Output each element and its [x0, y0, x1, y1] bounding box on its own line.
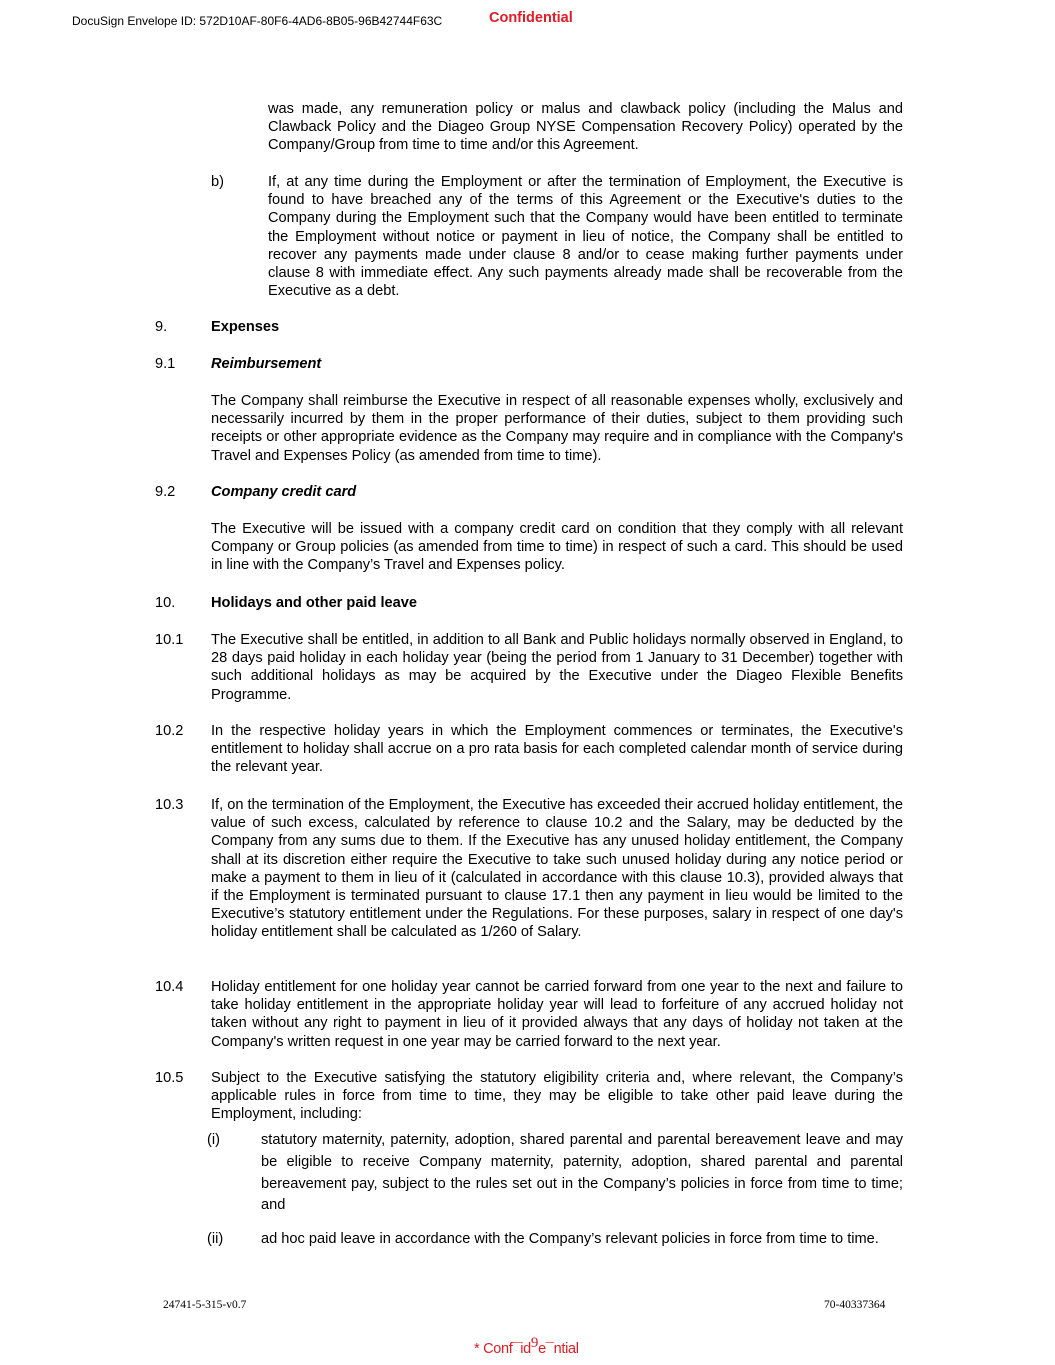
section-9-title: Expenses — [211, 319, 280, 335]
section-10-3-text: If, on the termination of the Employment, the Executive has exceeded their accrued holiday entitlement, the value of such excess, calculated by reference to clause 10.2 and the Salary, may be deducted by the Company from any sums due to them. If the Executive has any unused holiday entitlement, the Company shall at its discretion either require the Executive to take such unused holiday during any notice period or make a payment to them in lieu of it (calculated in accordance with this clause 10.3), provided always that if the Employment is terminated pursuant to clause 17.1 then any payment in lieu would be limited to the Executive’s statutory entitlement under the Regulations. For these purposes, salary in respect of one day's holiday entitlement shall be calculated as 1/260 of Salary. — [211, 797, 903, 941]
list-item-text: ad hoc paid leave in accordance with the Company’s relevant policies in force from time to time. — [261, 1231, 879, 1247]
section-10-2-text: In the respective holiday years in which the Employment commences or terminates, the Executive's entitlement to holiday shall accrue on a pro rata basis for each completed calendar month of service during the relevant year. — [211, 723, 903, 776]
footer-confidential-prefix: * Conf¯id — [474, 1341, 531, 1357]
section-10-2-number: 10.2 — [155, 723, 184, 739]
confidential-header: Confidential — [489, 10, 573, 26]
footer-confidential-stamp — [474, 1335, 579, 1358]
continuation-paragraph: was made, any remuneration policy or malus and clawback policy (including the Malus and Clawback Policy and the Diageo Group NYSE Compensation Recovery Policy) operated by the Company/Group from time to time and/or this Agreement. — [268, 101, 903, 154]
section-10-4-number: 10.4 — [155, 979, 184, 995]
docusign-envelope-id: DocuSign Envelope ID: 572D10AF-80F6-4AD6-8B05-96B42744F63C — [72, 14, 443, 28]
footer-confidential-suffix: e¯ntial — [538, 1341, 579, 1357]
section-10-title: Holidays and other paid leave — [211, 595, 417, 611]
footer-doc-ref-right: 70-40337364 — [824, 1299, 886, 1311]
footer-doc-ref-left: 24741-5-315-v0.7 — [163, 1299, 247, 1311]
list-item-text: statutory maternity, paternity, adoption, shared parental and parental bereavement leave and may be eligible to receive Company maternity, paternity, adoption, shared parental and parental bereavement pay, subject to the rules set out in the Company’s policies in force from time to time; and — [261, 1132, 903, 1214]
section-10-3-number: 10.3 — [155, 797, 184, 813]
section-10-5-number: 10.5 — [155, 1070, 184, 1086]
list-item-marker: (i) — [207, 1132, 220, 1148]
section-9-2-text: The Executive will be issued with a company credit card on condition that they comply with all relevant Company or Group policies (as amended from time to time) in respect of such a card. This should be used in line with the Company’s Travel and Expenses policy. — [211, 521, 903, 574]
list-item-marker: (ii) — [207, 1231, 224, 1247]
section-9-2-title: Company credit card — [211, 484, 357, 500]
section-9-1-number: 9.1 — [155, 356, 176, 372]
section-10-number: 10. — [155, 595, 176, 611]
item-b-marker: b) — [211, 174, 224, 190]
section-9-1-text: The Company shall reimburse the Executive in respect of all reasonable expenses wholly, exclusively and necessarily incurred by them in the proper performance of their duties, subject to them providing such receipts or other appropriate evidence as the Company may require and in compliance with the Company's Travel and Expenses Policy (as amended from time to time). — [211, 393, 903, 464]
section-10-1-number: 10.1 — [155, 632, 184, 648]
page-number: 9 — [530, 1335, 539, 1351]
section-9-number: 9. — [155, 319, 168, 335]
section-9-2-number: 9.2 — [155, 484, 176, 500]
section-10-1-text: The Executive shall be entitled, in addition to all Bank and Public holidays normally observed in England, to 28 days paid holiday in each holiday year (being the period from 1 January to 31 December) together with such additional holidays as may be acquired by the Executive under the Diageo Flexible Benefits Programme. — [211, 632, 903, 703]
section-10-5-text: Subject to the Executive satisfying the statutory eligibility criteria and, where relevant, the Company’s applicable rules in force from time to time, they may be eligible to take other paid leave during the Employment, including: — [211, 1070, 903, 1123]
section-10-4-text: Holiday entitlement for one holiday year cannot be carried forward from one year to the next and failure to take holiday entitlement in the appropriate holiday year will lead to forfeiture of any accrued holiday not taken without any right to payment in lieu of it provided always that any days of holiday not taken at the Company's written request in one year may be carried forward to the next year. — [211, 979, 903, 1050]
item-b-text: If, at any time during the Employment or after the termination of Employment, the Executive is found to have breached any of the terms of this Agreement or the Executive's duties to the Company during the Employment such that the Company would have been entitled to terminate the Employment without notice or payment in lieu of notice, the Company shall be entitled to recover any payments made under clause 8 and/or to cease making further payments under clause 8 with immediate effect. Any such payments already made shall be recoverable from the Executive as a debt. — [268, 174, 903, 300]
section-9-1-title: Reimbursement — [211, 356, 322, 372]
